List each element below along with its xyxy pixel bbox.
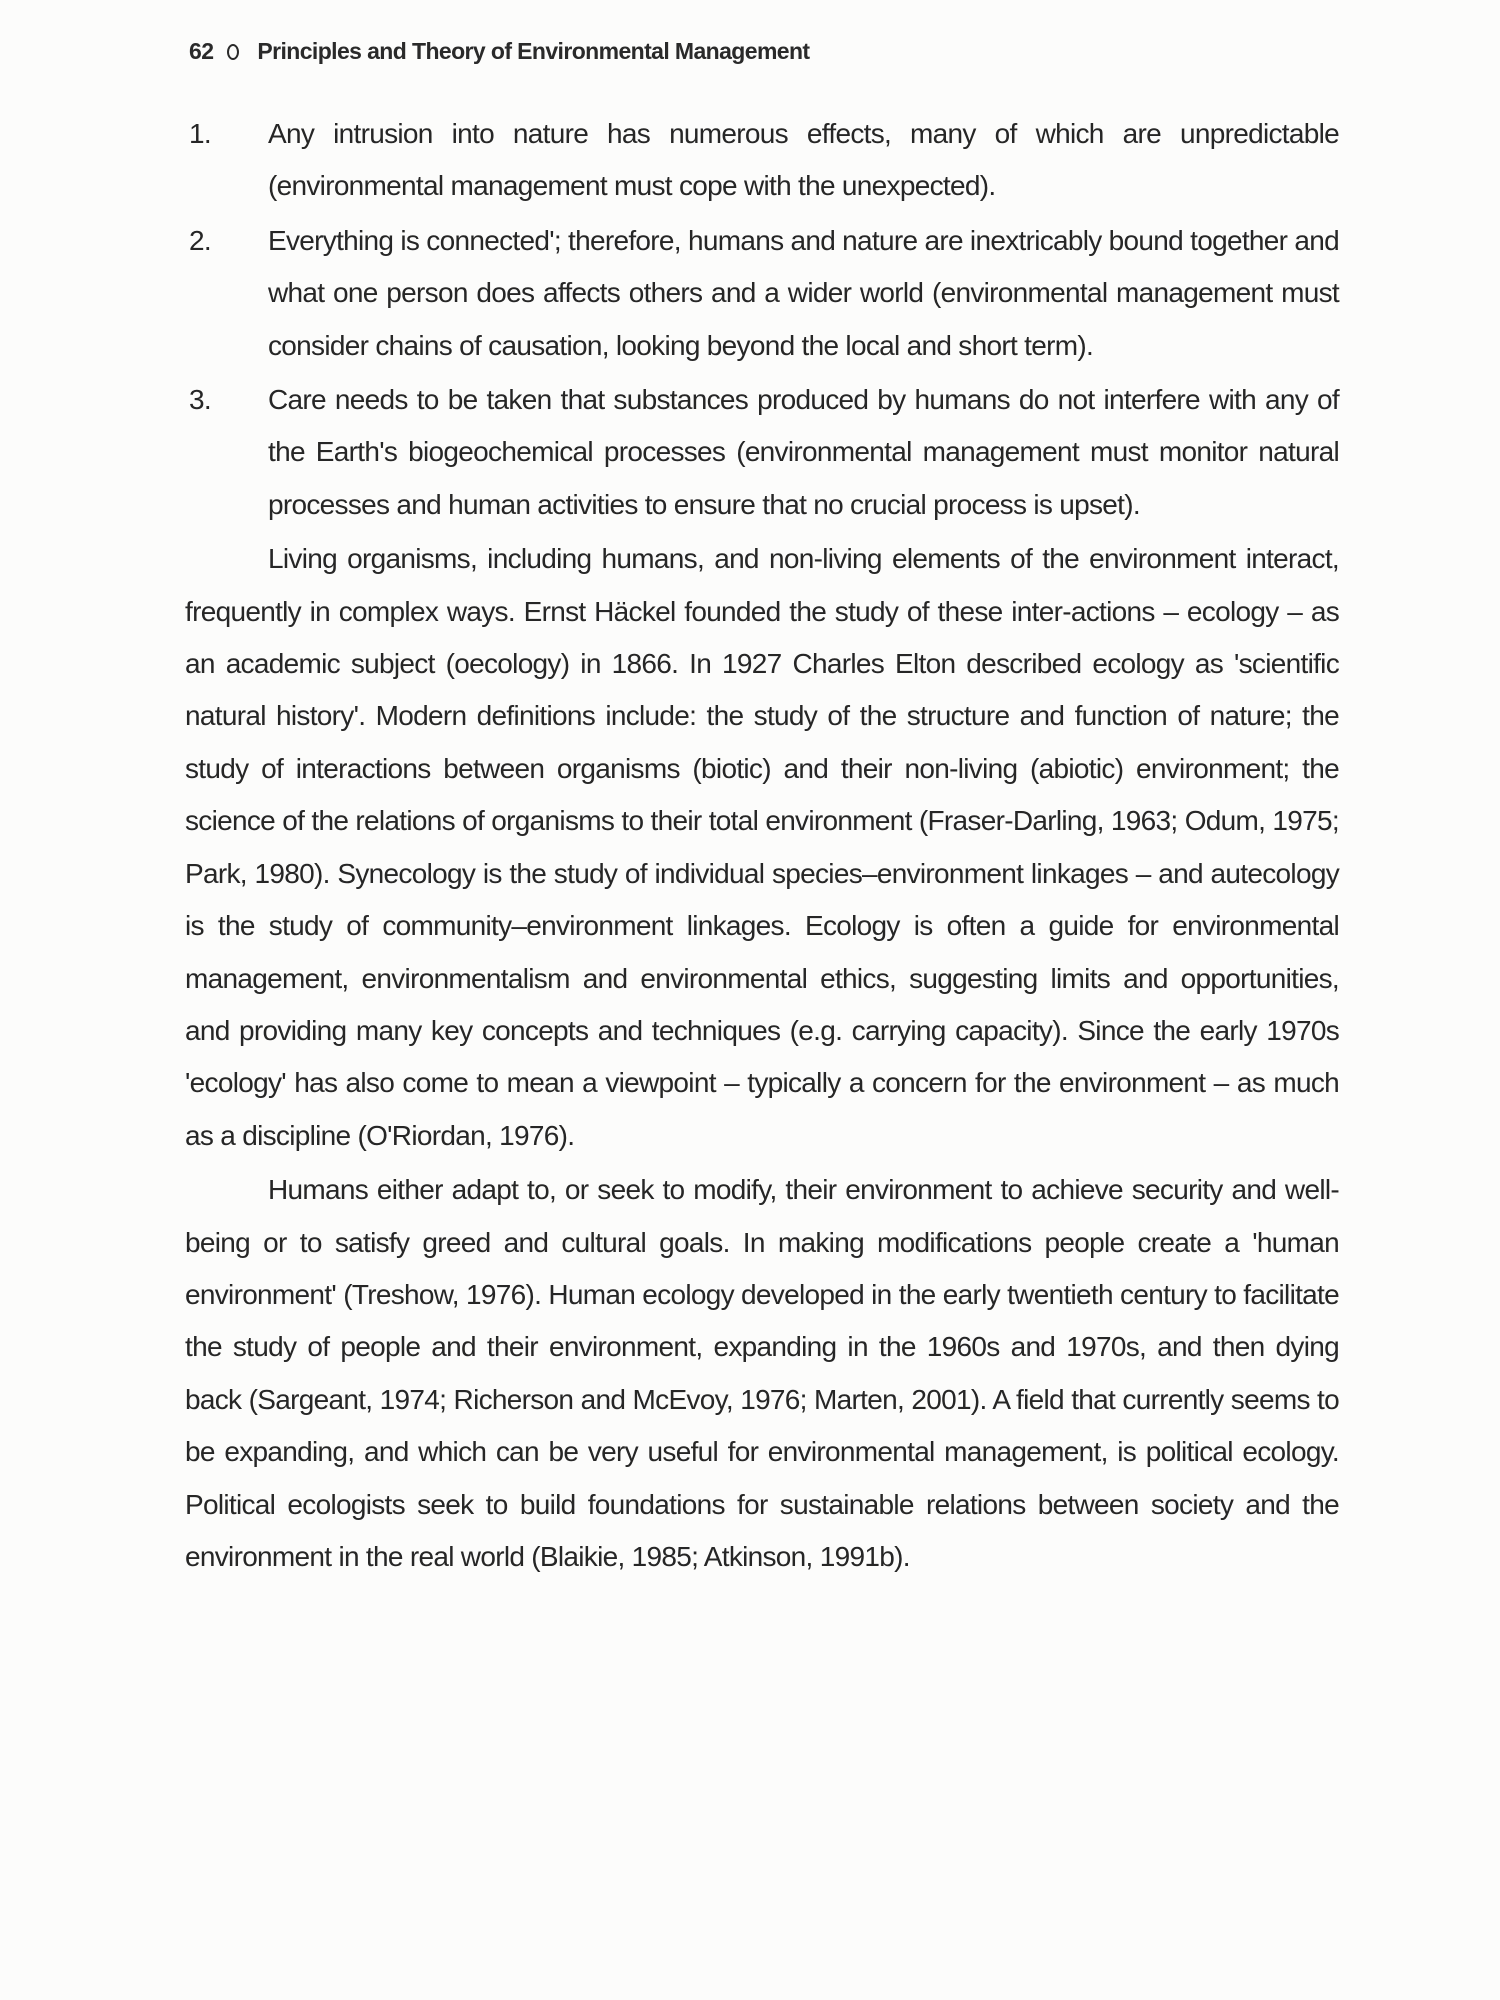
list-number: 1.	[189, 118, 211, 149]
list-item	[185, 374, 1339, 531]
list-item	[185, 108, 1339, 213]
list-item-text: Care needs to be taken that substances produced by humans do not interfere with any of the Earth's biogeochemical processes (environmental management must monitor natural processes and human activities to ensure that no crucial process is upset).	[268, 384, 1339, 520]
circle-icon	[227, 44, 239, 60]
paragraph-human-ecology: Humans either adapt to, or seek to modify, their environment to achieve security and well-being or to satisfy greed and cultural goals. In making modifications people create a 'human environment' (Treshow, 1976). Human ecology developed in the early twentieth century to facilitate the study of people and their environment, expanding in the 1960s and 1970s, and then dying back (Sargeant, 1974; Richerson and McEvoy, 1976; Marten, 2001). A field that currently seems to be expanding, and which can be very useful for environmental management, is political ecology. Political ecologists seek to build foundations for sustainable relations between society and the environment in the real world (Blaikie, 1985; Atkinson, 1991b).	[185, 1174, 1339, 1572]
book-title: Principles and Theory of Environmental Management	[257, 38, 810, 64]
numbered-list	[185, 108, 1339, 531]
body-text	[185, 108, 1339, 1583]
running-head	[189, 38, 810, 65]
list-item-text: Any intrusion into nature has numerous effects, many of which are unpredictable (environmental management must cope with the unexpected).	[268, 118, 1339, 202]
list-item	[185, 215, 1339, 372]
list-number: 3.	[189, 384, 211, 416]
list-number: 2.	[189, 224, 211, 256]
paragraph-ecology: Living organisms, including humans, and non-living elements of the environment interact, frequently in complex ways. Ernst Häckel founded the study of these inter-actions – ecology – as an academic subject (oecology) in 1866. In 1927 Charles Elton described ecology as 'scientific natural history'. Modern definitions include: the study of the structure and function of nature; the study of interactions between organisms (biotic) and their non-living (abiotic) environment; the science of the relations of organisms to their total environment (Fraser-Darling, 1963; Odum, 1975; Park, 1980). Synecology is the study of individual species–environment linkages – and autecology is the study of community–environment linkages. Ecology is often a guide for environmental management, environmentalism and environmental ethics, suggesting limits and opportunities, and providing many key concepts and techniques (e.g. carrying capacity). Since the early 1970s 'ecology' has also come to mean a viewpoint – typically a concern for the environment – as much as a discipline (O'Riordan, 1976).	[185, 543, 1339, 1151]
page-number: 62	[189, 38, 214, 64]
list-item-text: Everything is connected'; therefore, humans and nature are inextricably bound together and what one person does affects others and a wider world (environmental management must consider chains of causation, looking beyond the local and short term).	[268, 224, 1339, 361]
